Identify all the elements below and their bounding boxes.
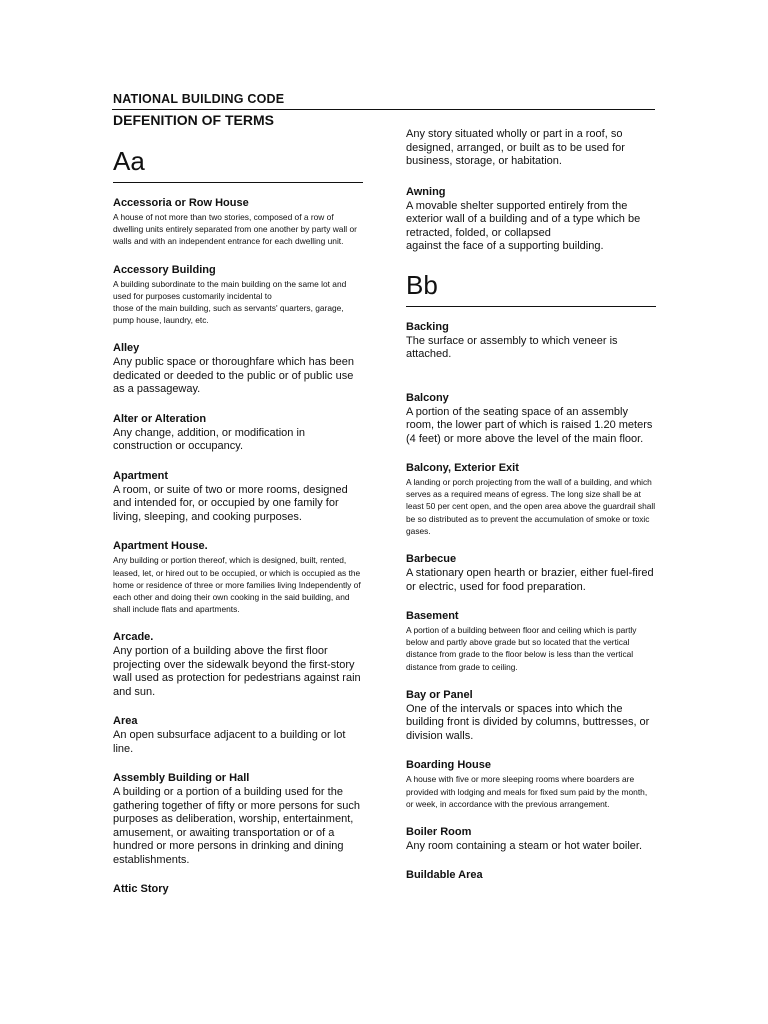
term-definition: A portion of the seating space of an assembly room, the lower part of which is raised 1.20 meters (4 feet) or more above the level of the main floor.: [406, 405, 653, 445]
term-definition: A house of not more than two stories, composed of a row of dwelling units entirely separated from one another by party wall or walls and with an independent entrance for each dwelling unit.: [113, 212, 357, 247]
term-definition: Any public space or thoroughfare which has been dedicated or deeded to the public or of public use as a passageway.: [113, 356, 354, 396]
term-definition: An open subsurface adjacent to a building or lot line.: [113, 729, 346, 755]
term-name: Alley: [113, 342, 140, 355]
term-name: Boiler Room: [406, 825, 472, 838]
term-name: Balcony: [406, 391, 449, 404]
term-entry: [113, 264, 363, 327]
term-definition: Any change, addition, or modification in construction or occupancy.: [113, 426, 306, 453]
term-definition: A stationary open hearth or brazier, either fuel-fired or electric, used for food preparation.: [406, 567, 654, 593]
section-letter-a: Aa: [113, 146, 145, 176]
term-definition: A landing or porch projecting from the wall of a building, and which serves as a required means of egress. The long size shall be at least 50 per cent open, and the open area above the guardrail shall be so distributed as to prevent the accumulation of smoke or toxic gases.: [406, 477, 656, 536]
term-entry: [113, 772, 363, 867]
term-name: Bay or Panel: [406, 688, 473, 701]
term-entry: [406, 186, 656, 254]
term-name: Accessoria or Row House: [113, 197, 249, 209]
term-definition: A portion of a building between floor and ceiling which is partly below and partly above grade but so located that the vertical distance from grade to the floor below is less than the vertical distance from grade to ceiling.: [406, 625, 637, 672]
term-name: Accessory Building: [113, 263, 216, 276]
term-entry: [406, 321, 656, 362]
continued-definition: Any story situated wholly or part in a roof, so designed, arranged, or built as to be used for business, storage, or habitation.: [406, 128, 625, 167]
term-entry: [113, 197, 363, 248]
term-definition: The surface or assembly to which veneer is attached.: [406, 334, 618, 360]
term-definition: One of the intervals or spaces into which the building front is divided by columns, buttresses, or division walls.: [406, 702, 650, 742]
term-name: Awning: [406, 185, 446, 198]
term-name: Assembly Building or Hall: [113, 772, 250, 785]
term-name: Balcony, Exterior Exit: [406, 462, 519, 474]
term-name: Boarding House: [406, 759, 491, 772]
term-entry: [113, 883, 363, 896]
term-name: Alter or Alteration: [113, 412, 207, 425]
term-definition: A building subordinate to the main building on the same lot and used for purposes customarily incidental to those of the main building, such as servants' quarters, garage, pump house, laundry, etc.: [113, 278, 347, 326]
term-name: Area: [113, 715, 138, 728]
term-entry: [113, 413, 363, 454]
term-name: Buildable Area: [406, 869, 483, 882]
term-definition: Any room containing a steam or hot water boiler.: [406, 839, 643, 852]
term-definition: A building or a portion of a building used for the gathering together of fifty or more persons for such purposes as deliberation, worship, entertainment, amusement, or awaiting transportation or of a hundred or more persons in drinking and dining establishments.: [113, 786, 361, 866]
term-definition: Any building or portion thereof, which is designed, built, rented, leased, let, or hired out to be occupied, or which is occupied as the home or residence of three or more families living Independently of each other and doing their own cooking in the said building, and shall include flats and apartments.: [113, 555, 361, 615]
term-entry: [406, 462, 656, 537]
term-entry: [113, 470, 363, 525]
document-header: NATIONAL BUILDING CODE: [113, 92, 285, 106]
page-title: DEFENITION OF TERMS: [113, 112, 274, 128]
section-letter-b: Bb: [406, 269, 438, 300]
left-column: [113, 136, 363, 912]
header-divider: [112, 109, 655, 110]
term-entry: [406, 689, 656, 744]
term-entry: [113, 540, 363, 615]
term-entry: [113, 342, 363, 397]
term-entry: [406, 610, 656, 673]
term-entry: [113, 631, 363, 699]
term-entry: [406, 553, 656, 594]
right-column: [406, 128, 656, 898]
term-definition: Any portion of a building above the first floor projecting over the sidewalk beyond the first-story wall used as protection for pedestrians against rain and sun.: [113, 645, 361, 698]
term-definition: A room, or suite of two or more rooms, designed and intended for, or occupied by one family for living, sleeping, and cooking purposes.: [113, 483, 348, 523]
term-name: Attic Story: [113, 883, 169, 896]
term-entry: [406, 759, 656, 810]
term-definition: A movable shelter supported entirely from the exterior wall of a building and of a type which be retracted, folded, or collapsed against the face of a supporting building.: [406, 199, 641, 252]
term-name: Backing: [406, 320, 449, 333]
term-entry: [406, 826, 656, 854]
term-name: Apartment House.: [113, 540, 208, 553]
term-entry: [406, 392, 656, 447]
term-entry: [113, 715, 363, 756]
section-divider: [406, 306, 656, 307]
section-divider: [113, 182, 363, 183]
term-entry: [406, 869, 656, 882]
term-name: Basement: [406, 610, 459, 623]
term-name: Apartment: [113, 469, 169, 482]
term-definition: A house with five or more sleeping rooms where boarders are provided with lodging and meals for fixed sum paid by the month, or week, in accordance with the previous arrangement.: [406, 774, 648, 809]
term-name: Arcade.: [113, 631, 154, 644]
term-name: Barbecue: [406, 553, 457, 566]
